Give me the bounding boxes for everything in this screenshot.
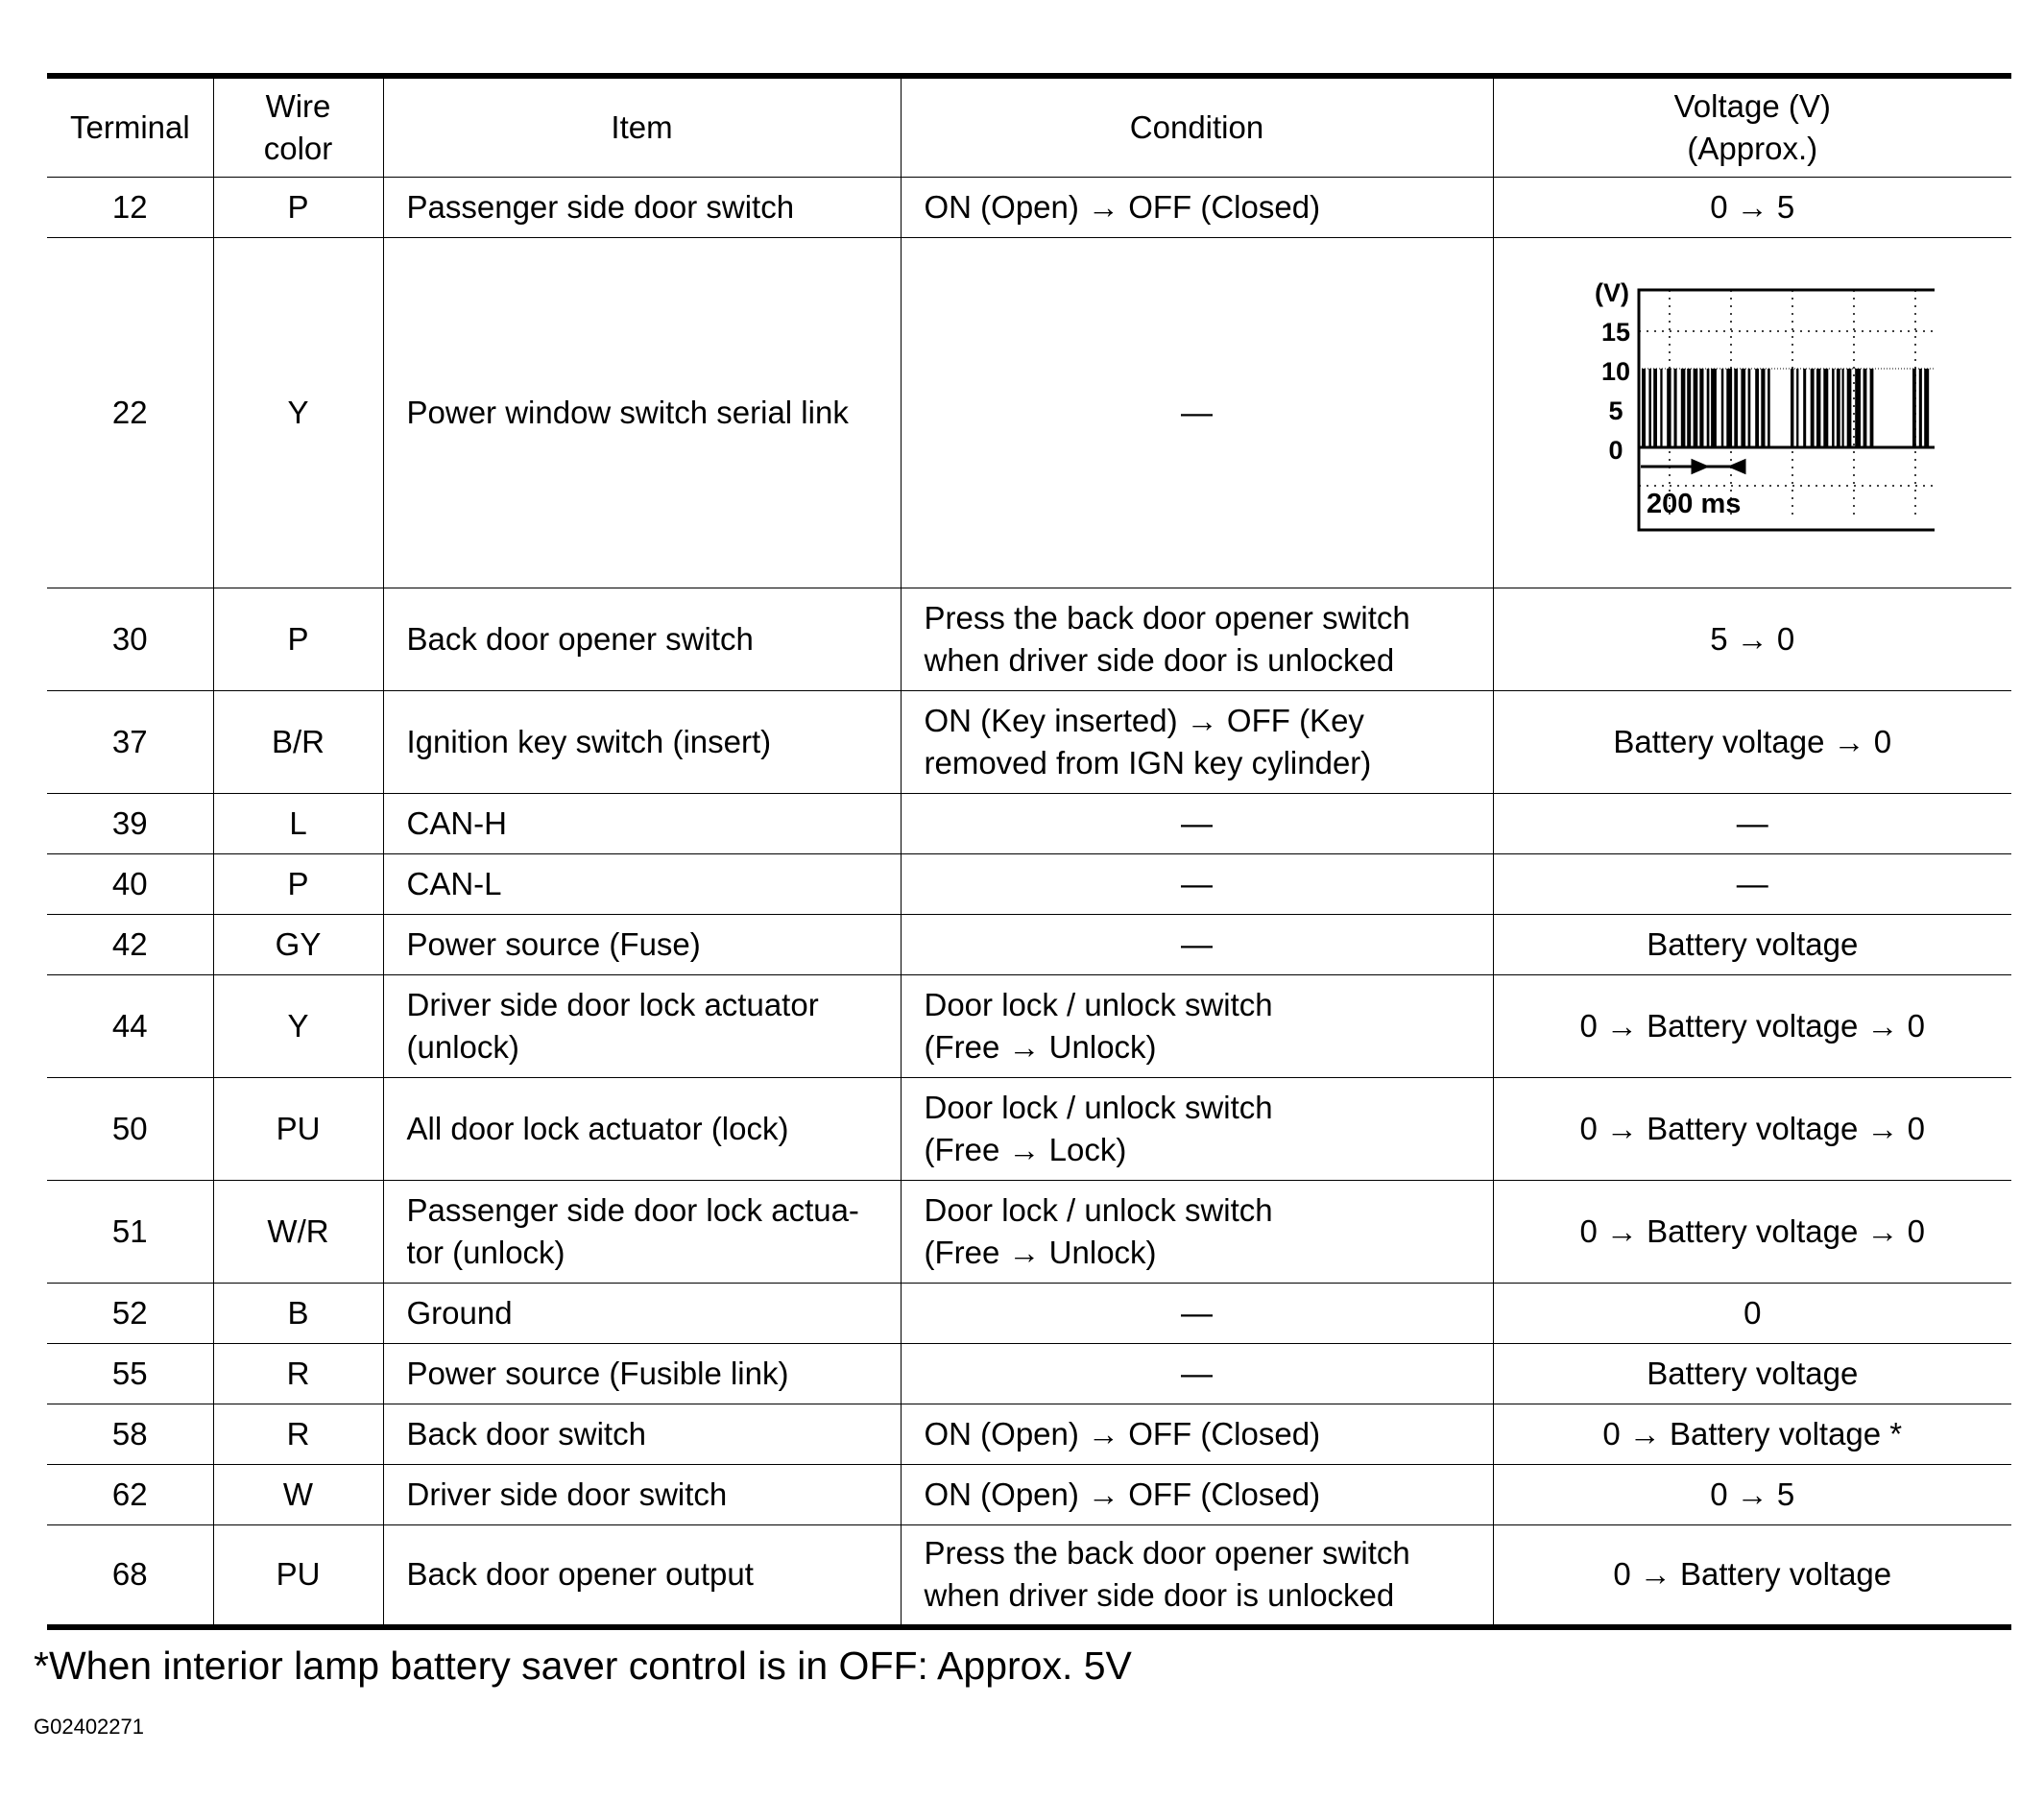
- cell-item: All door lock actuator (lock): [383, 1077, 901, 1180]
- cell-item: Ground: [383, 1283, 901, 1343]
- cell-wire-color: Y: [213, 974, 383, 1077]
- cell-wire-color: PU: [213, 1524, 383, 1627]
- cell-condition: —: [901, 914, 1493, 974]
- cell-wire-color: W/R: [213, 1180, 383, 1283]
- table-row: [47, 1524, 2011, 1627]
- waveform-pulse: [1912, 369, 1916, 447]
- cell-voltage: 5 → 0: [1493, 588, 2011, 690]
- waveform-pulse: [1721, 369, 1724, 447]
- table-row: [47, 177, 2011, 237]
- cell-terminal: 22: [47, 237, 213, 588]
- waveform-pulse: [1870, 369, 1874, 447]
- cell-terminal: 62: [47, 1464, 213, 1524]
- table-row: [47, 853, 2011, 914]
- cell-voltage: 0: [1493, 1283, 2011, 1343]
- cell-wire-color: R: [213, 1404, 383, 1464]
- waveform-pulse: [1653, 369, 1657, 447]
- table-row: [47, 690, 2011, 793]
- table-row: [47, 588, 2011, 690]
- cell-condition: ON (Open) → OFF (Closed): [901, 1404, 1493, 1464]
- cell-voltage: Battery voltage → 0: [1493, 690, 2011, 793]
- cell-voltage: —: [1493, 853, 2011, 914]
- cell-condition: Door lock / unlock switch (Free → Lock): [901, 1077, 1493, 1180]
- table-row: [47, 793, 2011, 853]
- waveform-pulse: [1919, 369, 1922, 447]
- cell-condition: Door lock / unlock switch (Free → Unlock): [901, 1180, 1493, 1283]
- cell-condition: —: [901, 853, 1493, 914]
- cell-terminal: 12: [47, 177, 213, 237]
- cell-wire-color: Y: [213, 237, 383, 588]
- waveform-ytick-15: 15: [1601, 318, 1631, 347]
- header-condition: Condition: [901, 76, 1493, 177]
- cell-wire-color: P: [213, 853, 383, 914]
- figure-id: G02402271: [34, 1715, 144, 1739]
- table-row: [47, 974, 2011, 1077]
- cell-item: Back door opener switch: [383, 588, 901, 690]
- cell-wire-color: R: [213, 1343, 383, 1404]
- table-row: [47, 1404, 2011, 1464]
- cell-item: CAN-H: [383, 793, 901, 853]
- terminal-voltage-table: [47, 73, 2011, 1630]
- waveform-pulse: [1842, 369, 1844, 447]
- waveform-pulse: [1748, 369, 1751, 447]
- cell-item: Passenger side door lock actua- tor (unlock): [383, 1180, 901, 1283]
- cell-terminal: 42: [47, 914, 213, 974]
- waveform-pulse: [1824, 369, 1829, 447]
- waveform-pulse: [1661, 369, 1663, 447]
- cell-wire-color: PU: [213, 1077, 383, 1180]
- waveform-pulse: [1742, 369, 1746, 447]
- waveform-pulses: [1642, 369, 1935, 447]
- cell-condition: —: [901, 1283, 1493, 1343]
- table-row: [47, 914, 2011, 974]
- cell-condition: —: [901, 793, 1493, 853]
- cell-voltage: Battery voltage: [1493, 1343, 2011, 1404]
- cell-item: Power source (Fusible link): [383, 1343, 901, 1404]
- cell-terminal: 40: [47, 853, 213, 914]
- cell-terminal: 52: [47, 1283, 213, 1343]
- waveform-pulse: [1811, 369, 1815, 447]
- table-row: [47, 1283, 2011, 1343]
- waveform-pulse: [1681, 369, 1686, 447]
- cell-terminal: 58: [47, 1404, 213, 1464]
- waveform-pulse: [1796, 369, 1798, 447]
- cell-voltage: 0 → Battery voltage → 0: [1493, 1180, 2011, 1283]
- waveform-pulse: [1767, 369, 1770, 447]
- waveform-pulse: [1711, 369, 1717, 447]
- waveform-pulse: [1642, 369, 1646, 447]
- waveform-pulse: [1755, 369, 1759, 447]
- table-row: [47, 237, 2011, 588]
- cell-voltage: 0 → Battery voltage: [1493, 1524, 2011, 1627]
- waveform-pulse: [1674, 369, 1677, 447]
- header-item: Item: [383, 76, 901, 177]
- serial-link-waveform: [1570, 280, 1935, 544]
- waveform-time-arrow: [1641, 461, 1744, 472]
- footnote: *When interior lamp battery saver control is in OFF: Approx. 5V: [34, 1644, 1132, 1688]
- waveform-pulse: [1864, 369, 1867, 447]
- cell-condition: ON (Open) → OFF (Closed): [901, 1464, 1493, 1524]
- cell-terminal: 37: [47, 690, 213, 793]
- cell-wire-color: P: [213, 588, 383, 690]
- waveform-pulse: [1700, 369, 1704, 447]
- table-row: [47, 1180, 2011, 1283]
- terminal-table-container: [47, 73, 2011, 1630]
- cell-item: CAN-L: [383, 853, 901, 914]
- table-row: [47, 1077, 2011, 1180]
- waveform-time-label: 200 ms: [1647, 489, 1742, 519]
- cell-terminal: 30: [47, 588, 213, 690]
- cell-terminal: 68: [47, 1524, 213, 1627]
- waveform-pulse: [1832, 369, 1835, 447]
- cell-voltage: —: [1493, 793, 2011, 853]
- waveform-pulse: [1837, 369, 1840, 447]
- cell-item: Back door switch: [383, 1404, 901, 1464]
- header-wire-color: Wire color: [213, 76, 383, 177]
- cell-item: Back door opener output: [383, 1524, 901, 1627]
- waveform-pulse: [1816, 369, 1820, 447]
- waveform-pulse: [1667, 369, 1671, 447]
- cell-condition: Door lock / unlock switch (Free → Unlock): [901, 974, 1493, 1077]
- header-voltage: Voltage (V) (Approx.): [1493, 76, 2011, 177]
- cell-voltage: 0 → Battery voltage → 0: [1493, 1077, 2011, 1180]
- cell-wire-color: GY: [213, 914, 383, 974]
- waveform-pulse: [1694, 369, 1698, 447]
- cell-wire-color: W: [213, 1464, 383, 1524]
- cell-voltage: 0 → Battery voltage *: [1493, 1404, 2011, 1464]
- waveform-unit-label: (V): [1595, 280, 1630, 307]
- waveform-pulse: [1924, 369, 1929, 447]
- cell-voltage: Battery voltage: [1493, 914, 2011, 974]
- cell-condition: ON (Open) → OFF (Closed): [901, 177, 1493, 237]
- cell-voltage: 0 → Battery voltage → 0: [1493, 974, 2011, 1077]
- table-row: [47, 1343, 2011, 1404]
- waveform-pulse: [1707, 369, 1710, 447]
- cell-wire-color: L: [213, 793, 383, 853]
- waveform-ytick-10: 10: [1601, 357, 1631, 386]
- cell-wire-color: B/R: [213, 690, 383, 793]
- table-header-row: [47, 76, 2011, 177]
- cell-terminal: 39: [47, 793, 213, 853]
- cell-terminal: 44: [47, 974, 213, 1077]
- cell-condition: ON (Key inserted) → OFF (Key removed from IGN key cylinder): [901, 690, 1493, 793]
- waveform-ytick-5: 5: [1608, 396, 1623, 425]
- waveform-pulse: [1687, 369, 1691, 447]
- cell-condition: —: [901, 1343, 1493, 1404]
- waveform-pulse: [1803, 369, 1806, 447]
- cell-wire-color: B: [213, 1283, 383, 1343]
- cell-terminal: 55: [47, 1343, 213, 1404]
- cell-voltage-waveform: [1493, 237, 2011, 588]
- waveform-pulse: [1649, 369, 1652, 447]
- cell-voltage: 0 → 5: [1493, 1464, 2011, 1524]
- cell-item: Passenger side door switch: [383, 177, 901, 237]
- cell-item: Driver side door lock actuator (unlock): [383, 974, 901, 1077]
- cell-terminal: 51: [47, 1180, 213, 1283]
- table-row: [47, 1464, 2011, 1524]
- cell-item: Ignition key switch (insert): [383, 690, 901, 793]
- waveform-pulse: [1855, 369, 1861, 447]
- cell-terminal: 50: [47, 1077, 213, 1180]
- waveform-pulse: [1735, 369, 1739, 447]
- cell-wire-color: P: [213, 177, 383, 237]
- waveform-pulse: [1847, 369, 1852, 447]
- cell-condition: Press the back door opener switch when driver side door is unlocked: [901, 1524, 1493, 1627]
- cell-voltage: 0 → 5: [1493, 177, 2011, 237]
- waveform-ytick-0: 0: [1608, 436, 1623, 465]
- waveform-pulse: [1791, 369, 1793, 447]
- cell-condition: Press the back door opener switch when driver side door is unlocked: [901, 588, 1493, 690]
- waveform-pulse: [1762, 369, 1766, 447]
- waveform-pulse: [1727, 369, 1733, 447]
- cell-item: Driver side door switch: [383, 1464, 901, 1524]
- header-terminal: Terminal: [47, 76, 213, 177]
- cell-item: Power window switch serial link: [383, 237, 901, 588]
- cell-condition: —: [901, 237, 1493, 588]
- cell-item: Power source (Fuse): [383, 914, 901, 974]
